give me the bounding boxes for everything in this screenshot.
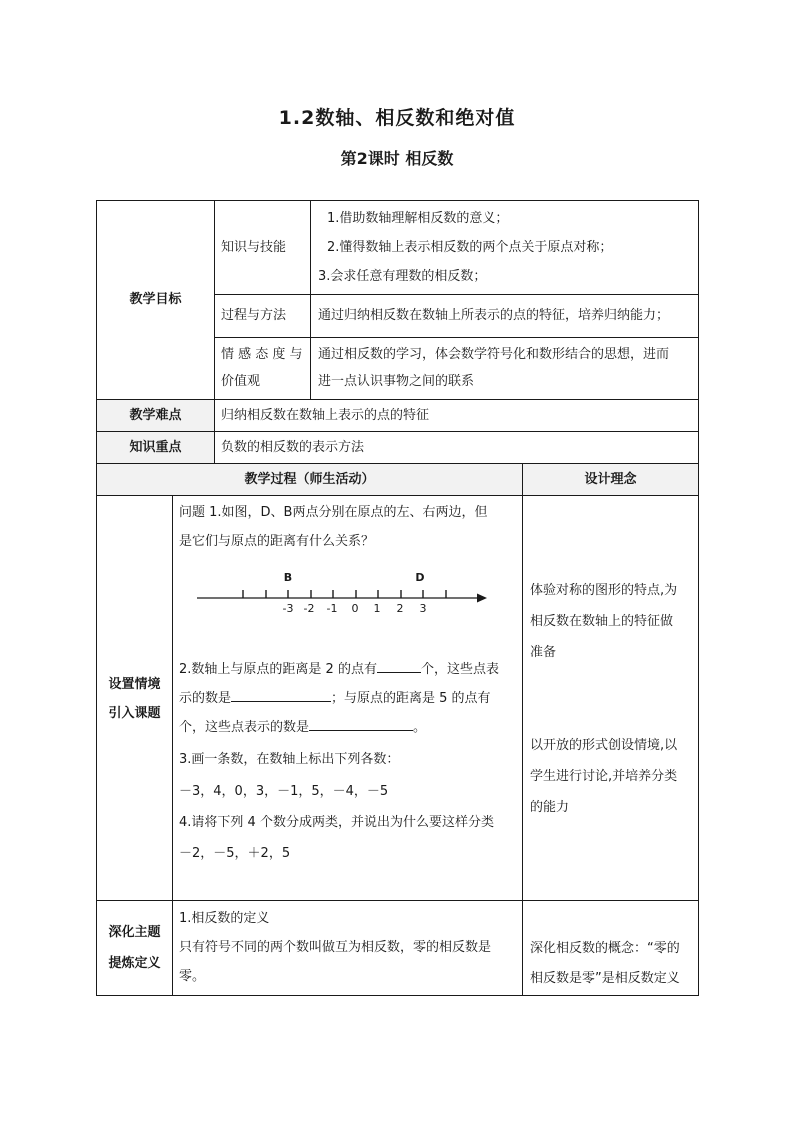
- knowledge-item: 2.懂得数轴上表示相反数的两个点关于原点对称；: [327, 240, 613, 255]
- knowledge-items: [318, 204, 696, 291]
- tick-label: 2: [396, 602, 404, 615]
- table-rule: [214, 337, 699, 338]
- question-text: －3，4，0，3，－1，5，－4，－5: [179, 784, 389, 799]
- table-rule: [172, 495, 173, 996]
- section-label-line: 设置情境: [108, 677, 161, 692]
- table-rule: [96, 900, 699, 901]
- point-b-label: B: [283, 571, 293, 584]
- process-header-left: 教学过程（师生活动）: [244, 471, 375, 487]
- emotion-text: [318, 341, 696, 395]
- emotion-label: [221, 341, 308, 395]
- table-rule: [522, 463, 523, 996]
- section1-questions: [179, 655, 519, 868]
- knowledge-item: 1.借助数轴理解相反数的意义；: [327, 211, 509, 226]
- page-title: 1.2数轴、相反数和绝对值: [278, 107, 516, 129]
- section1-label: [97, 670, 172, 728]
- objectives-label: 教学目标: [129, 292, 182, 307]
- tick-label: 1: [373, 602, 381, 615]
- point-d-label: D: [415, 571, 425, 584]
- table-rule: [310, 200, 311, 399]
- tick-label: -2: [303, 602, 315, 615]
- definition-text: 只有符号不同的两个数叫做互为相反数，零的相反数是: [179, 940, 492, 955]
- section2-label: [97, 917, 172, 979]
- answer-blank: [309, 716, 413, 731]
- answer-blank: [377, 658, 421, 673]
- knowledge-label: 知识与技能: [221, 239, 287, 255]
- design-note: 以开放的形式创设情境,以 学生进行讨论,并培养分类 的能力: [530, 738, 678, 815]
- section-label-line: 提炼定义: [108, 956, 161, 971]
- table-rule: [214, 200, 215, 463]
- difficulty-text: 归纳相反数在数轴上表示的点的特征: [221, 407, 430, 423]
- section1-content: [179, 498, 519, 556]
- question-text: 示的数是 ；与原点的距离是 5 的点有: [179, 684, 519, 713]
- emotion-label-line: 价值观: [221, 374, 261, 389]
- question-text: 3.画一条数，在数轴上标出下列各数：: [179, 752, 400, 767]
- answer-blank: [231, 687, 331, 702]
- difficulty-label: 教学难点: [97, 400, 214, 431]
- definition-text: 零。: [179, 969, 206, 984]
- emotion-label-line: 情 感 态 度 与: [221, 347, 303, 362]
- process-method-text: 通过归纳相反数在数轴上所表示的点的特征，培养归纳能力；: [318, 308, 670, 323]
- definition-text: 1.相反数的定义: [179, 911, 270, 926]
- number-line: [195, 566, 495, 618]
- question-text: 是它们与原点的距离有什么关系？: [179, 534, 375, 549]
- tick-label: -1: [326, 602, 338, 615]
- tick-label: 0: [351, 602, 359, 615]
- emotion-text-line: 通过相反数的学习，体会数学符号化和数形结合的思想，进而: [318, 347, 670, 362]
- keypoint-text: 负数的相反数的表示方法: [221, 439, 365, 455]
- page-subtitle: 第2课时 相反数: [340, 149, 454, 168]
- question-text: 2.数轴上与原点的距离是 2 的点有 个，这些点表: [179, 655, 519, 684]
- process-method-label: 过程与方法: [221, 308, 287, 323]
- tick-label: 3: [419, 602, 427, 615]
- table-border-bottom: [96, 995, 699, 996]
- number-line-marks: [243, 590, 446, 598]
- arrow-icon: [477, 594, 487, 603]
- knowledge-item: 3.会求任意有理数的相反数；: [318, 269, 487, 284]
- tick-label: -3: [282, 602, 294, 615]
- design-note: 体验对称的图形的特点,为 相反数在数轴上的特征做 准备: [530, 583, 678, 660]
- table-border-right: [698, 200, 699, 996]
- question-text: 个，这些点表示的数是 。: [179, 713, 519, 742]
- section2-content: [179, 904, 519, 991]
- design-note: 深化相反数的概念：“零的 相反数是零”是相反数定义: [530, 941, 680, 986]
- section-label-line: 引入课题: [108, 706, 161, 721]
- question-text: 问题 1.如图，D、B两点分别在原点的左、右两边，但: [179, 505, 488, 520]
- section-label-line: 深化主题: [108, 925, 161, 940]
- emotion-text-line: 进一点认识事物之间的联系: [318, 374, 475, 389]
- question-text: －2，－5，＋2，5: [179, 846, 291, 861]
- keypoint-label: 知识重点: [97, 432, 214, 463]
- table-rule: [96, 495, 699, 496]
- question-text: 4.请将下列 4 个数分成两类，并说出为什么要这样分类: [179, 815, 494, 830]
- process-header-right: 设计理念: [584, 471, 637, 487]
